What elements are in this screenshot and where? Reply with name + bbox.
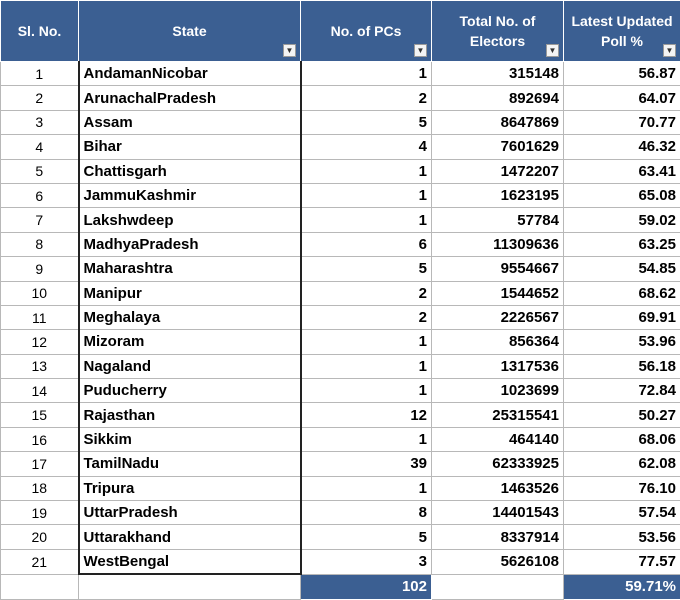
state-cell[interactable]: WestBengal <box>79 549 301 574</box>
sl-no-cell[interactable]: 21 <box>1 549 79 574</box>
poll-percent-cell[interactable]: 53.56 <box>564 525 680 549</box>
pcs-cell[interactable]: 12 <box>301 403 432 427</box>
electors-cell[interactable]: 8337914 <box>432 525 564 549</box>
state-cell[interactable]: Chattisgarh <box>79 159 301 183</box>
table-row <box>1 379 680 403</box>
state-cell[interactable]: JammuKashmir <box>79 183 301 207</box>
state-cell[interactable]: Sikkim <box>79 427 301 451</box>
electors-cell[interactable]: 1023699 <box>432 379 564 403</box>
pcs-cell[interactable]: 1 <box>301 159 432 183</box>
electors-cell[interactable]: 2226567 <box>432 305 564 329</box>
sl-no-cell[interactable]: 18 <box>1 476 79 500</box>
electors-cell[interactable]: 57784 <box>432 208 564 232</box>
state-cell[interactable]: Uttarakhand <box>79 525 301 549</box>
table-row <box>1 208 680 232</box>
table-row <box>1 330 680 354</box>
poll-percent-cell[interactable]: 56.18 <box>564 354 680 378</box>
table-row <box>1 62 680 86</box>
pcs-cell[interactable]: 5 <box>301 525 432 549</box>
table-row <box>1 427 680 451</box>
electors-cell[interactable]: 1317536 <box>432 354 564 378</box>
table-row <box>1 110 680 134</box>
electors-cell[interactable]: 25315541 <box>432 403 564 427</box>
pcs-cell[interactable]: 1 <box>301 427 432 451</box>
poll-percent-cell[interactable]: 50.27 <box>564 403 680 427</box>
sl-no-cell[interactable]: 14 <box>1 379 79 403</box>
header-row <box>1 1 680 62</box>
pcs-cell[interactable]: 1 <box>301 208 432 232</box>
sl-no-cell[interactable]: 6 <box>1 183 79 207</box>
header-total-electors[interactable]: Total No. of Electors ▼ <box>432 1 564 62</box>
table-row <box>1 354 680 378</box>
totals-empty-cell[interactable] <box>79 574 301 600</box>
state-cell[interactable]: Meghalaya <box>79 305 301 329</box>
pcs-cell[interactable]: 2 <box>301 305 432 329</box>
electors-cell[interactable]: 8647869 <box>432 110 564 134</box>
sl-no-cell[interactable]: 11 <box>1 305 79 329</box>
electors-cell[interactable]: 1472207 <box>432 159 564 183</box>
sl-no-cell[interactable]: 17 <box>1 452 79 476</box>
electors-cell[interactable]: 7601629 <box>432 135 564 159</box>
header-poll-percent[interactable]: Latest Updated Poll % ▼ <box>564 1 680 62</box>
table-row <box>1 403 680 427</box>
sl-no-cell[interactable]: 13 <box>1 354 79 378</box>
poll-percent-cell[interactable]: 57.54 <box>564 501 680 525</box>
state-cell[interactable]: Bihar <box>79 135 301 159</box>
table-row <box>1 549 680 574</box>
totals-empty-cell[interactable] <box>432 574 564 600</box>
pcs-cell[interactable]: 39 <box>301 452 432 476</box>
poll-percent-cell[interactable]: 76.10 <box>564 476 680 500</box>
pcs-cell[interactable]: 6 <box>301 232 432 256</box>
electors-cell[interactable]: 315148 <box>432 62 564 86</box>
pcs-cell[interactable]: 8 <box>301 501 432 525</box>
sl-no-cell[interactable]: 16 <box>1 427 79 451</box>
table-row <box>1 476 680 500</box>
sl-no-cell[interactable]: 9 <box>1 257 79 281</box>
state-cell[interactable]: Assam <box>79 110 301 134</box>
poll-percent-cell[interactable]: 70.77 <box>564 110 680 134</box>
table-row <box>1 281 680 305</box>
poll-percent-cell[interactable]: 59.02 <box>564 208 680 232</box>
sl-no-cell[interactable]: 4 <box>1 135 79 159</box>
header-state[interactable]: State ▼ <box>79 1 301 62</box>
poll-percent-cell[interactable]: 69.91 <box>564 305 680 329</box>
totals-empty-cell[interactable] <box>1 574 79 600</box>
pcs-cell[interactable]: 5 <box>301 110 432 134</box>
pcs-cell[interactable]: 2 <box>301 86 432 110</box>
pcs-cell[interactable]: 4 <box>301 135 432 159</box>
state-cell[interactable]: Mizoram <box>79 330 301 354</box>
dropdown-arrow-icon[interactable]: ▼ <box>414 44 427 57</box>
header-sl-no[interactable]: Sl. No. <box>1 1 79 62</box>
electors-cell[interactable]: 1463526 <box>432 476 564 500</box>
state-cell[interactable]: TamilNadu <box>79 452 301 476</box>
poll-percent-cell[interactable]: 72.84 <box>564 379 680 403</box>
state-cell[interactable]: Puducherry <box>79 379 301 403</box>
electors-cell[interactable]: 1544652 <box>432 281 564 305</box>
pcs-cell[interactable]: 1 <box>301 330 432 354</box>
poll-percent-cell[interactable]: 68.06 <box>564 427 680 451</box>
state-cell[interactable]: Tripura <box>79 476 301 500</box>
pcs-cell[interactable]: 1 <box>301 354 432 378</box>
pcs-cell[interactable]: 1 <box>301 476 432 500</box>
poll-percent-cell[interactable]: 62.08 <box>564 452 680 476</box>
electors-cell[interactable]: 892694 <box>432 86 564 110</box>
poll-percent-cell[interactable]: 63.41 <box>564 159 680 183</box>
sl-no-cell[interactable]: 20 <box>1 525 79 549</box>
electors-cell[interactable]: 5626108 <box>432 549 564 574</box>
state-cell[interactable]: MadhyaPradesh <box>79 232 301 256</box>
table-row <box>1 501 680 525</box>
sl-no-cell[interactable]: 10 <box>1 281 79 305</box>
pcs-cell[interactable]: 1 <box>301 379 432 403</box>
electors-cell[interactable]: 11309636 <box>432 232 564 256</box>
pcs-cell[interactable]: 1 <box>301 183 432 207</box>
sl-no-cell[interactable]: 8 <box>1 232 79 256</box>
table-row <box>1 525 680 549</box>
pcs-cell[interactable]: 2 <box>301 281 432 305</box>
poll-percent-cell[interactable]: 53.96 <box>564 330 680 354</box>
total-pcs[interactable]: 102 <box>301 574 432 600</box>
state-cell[interactable]: UttarPradesh <box>79 501 301 525</box>
state-cell[interactable]: ArunachalPradesh <box>79 86 301 110</box>
table-row <box>1 232 680 256</box>
sl-no-cell[interactable]: 3 <box>1 110 79 134</box>
table-row <box>1 257 680 281</box>
state-cell[interactable]: Nagaland <box>79 354 301 378</box>
poll-percent-cell[interactable]: 77.57 <box>564 549 680 574</box>
table-row <box>1 159 680 183</box>
poll-percent-cell[interactable]: 46.32 <box>564 135 680 159</box>
poll-percent-cell[interactable]: 56.87 <box>564 62 680 86</box>
electors-cell[interactable]: 1623195 <box>432 183 564 207</box>
poll-percent-cell[interactable]: 63.25 <box>564 232 680 256</box>
electors-cell[interactable]: 464140 <box>432 427 564 451</box>
state-cell[interactable]: AndamanNicobar <box>79 62 301 86</box>
poll-percent-cell[interactable]: 65.08 <box>564 183 680 207</box>
pcs-cell[interactable]: 3 <box>301 549 432 574</box>
sl-no-cell[interactable]: 1 <box>1 62 79 86</box>
table-row <box>1 305 680 329</box>
sl-no-cell[interactable]: 7 <box>1 208 79 232</box>
header-no-of-pcs[interactable]: No. of PCs ▼ <box>301 1 432 62</box>
sl-no-cell[interactable]: 5 <box>1 159 79 183</box>
sort-filter-icon[interactable]: ▼ <box>283 44 296 57</box>
pcs-cell[interactable]: 1 <box>301 62 432 86</box>
poll-percent-cell[interactable]: 64.07 <box>564 86 680 110</box>
sl-no-cell[interactable]: 19 <box>1 501 79 525</box>
total-poll-percent[interactable]: 59.71% <box>564 574 680 600</box>
state-cell[interactable]: Rajasthan <box>79 403 301 427</box>
sl-no-cell[interactable]: 15 <box>1 403 79 427</box>
table-row <box>1 183 680 207</box>
electors-cell[interactable]: 856364 <box>432 330 564 354</box>
state-cell[interactable]: Lakshwdeep <box>79 208 301 232</box>
table-row <box>1 135 680 159</box>
pcs-cell[interactable]: 5 <box>301 257 432 281</box>
state-cell[interactable]: Maharashtra <box>79 257 301 281</box>
sl-no-cell[interactable]: 2 <box>1 86 79 110</box>
totals-row <box>1 574 680 600</box>
electors-cell[interactable]: 14401543 <box>432 501 564 525</box>
poll-percent-cell[interactable]: 68.62 <box>564 281 680 305</box>
state-cell[interactable]: Manipur <box>79 281 301 305</box>
electors-cell[interactable]: 62333925 <box>432 452 564 476</box>
poll-percent-cell[interactable]: 54.85 <box>564 257 680 281</box>
dropdown-arrow-icon[interactable]: ▼ <box>546 44 559 57</box>
table-row <box>1 452 680 476</box>
sl-no-cell[interactable]: 12 <box>1 330 79 354</box>
table-row <box>1 86 680 110</box>
electors-cell[interactable]: 9554667 <box>432 257 564 281</box>
dropdown-arrow-icon[interactable]: ▼ <box>663 44 676 57</box>
